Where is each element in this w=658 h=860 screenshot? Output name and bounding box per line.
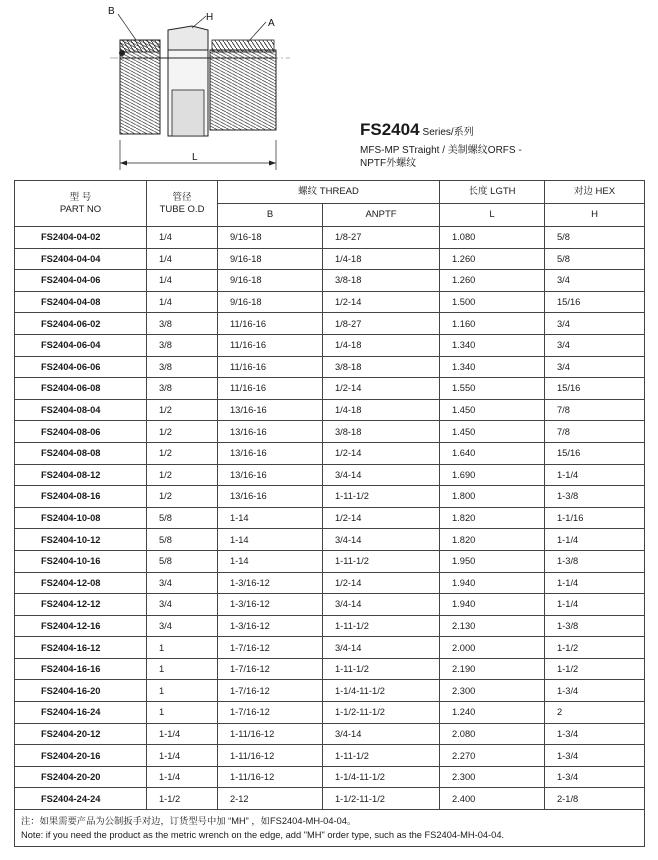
cell-tube-od: 3/8 xyxy=(147,378,218,400)
cell-hex: 1-3/8 xyxy=(545,486,645,508)
cell-thread-anptf: 1/2-14 xyxy=(323,378,440,400)
table-row xyxy=(15,637,645,659)
cell-thread-anptf: 1-1/4-11-1/2 xyxy=(323,680,440,702)
table-note xyxy=(15,810,645,847)
table-row xyxy=(15,723,645,745)
cell-length: 1.340 xyxy=(440,334,545,356)
table-row xyxy=(15,788,645,810)
cell-part-no: FS2404-24-24 xyxy=(15,788,147,810)
cell-tube-od: 1/2 xyxy=(147,486,218,508)
cell-thread-b: 11/16-16 xyxy=(218,356,323,378)
cell-thread-b: 13/16-16 xyxy=(218,486,323,508)
table-row xyxy=(15,529,645,551)
table-row xyxy=(15,745,645,767)
cell-thread-anptf: 1/2-14 xyxy=(323,442,440,464)
cell-thread-anptf: 3/8-18 xyxy=(323,421,440,443)
cell-thread-b: 13/16-16 xyxy=(218,399,323,421)
cell-hex: 15/16 xyxy=(545,378,645,400)
cell-length: 1.820 xyxy=(440,507,545,529)
cell-part-no: FS2404-04-08 xyxy=(15,291,147,313)
cell-tube-od: 1/4 xyxy=(147,270,218,292)
label-a: A xyxy=(268,18,275,29)
cell-tube-od: 5/8 xyxy=(147,507,218,529)
cell-length: 2.080 xyxy=(440,723,545,745)
table-row xyxy=(15,507,645,529)
table-row xyxy=(15,270,645,292)
cell-thread-anptf: 1/2-14 xyxy=(323,291,440,313)
table-row xyxy=(15,572,645,594)
header-hex-sub: H xyxy=(545,204,645,227)
cell-hex: 1-1/4 xyxy=(545,572,645,594)
cell-hex: 1-3/4 xyxy=(545,745,645,767)
cell-thread-b: 1-11/16-12 xyxy=(218,745,323,767)
cell-part-no: FS2404-04-06 xyxy=(15,270,147,292)
cell-length: 1.340 xyxy=(440,356,545,378)
cell-part-no: FS2404-08-08 xyxy=(15,442,147,464)
cell-hex: 1-3/8 xyxy=(545,615,645,637)
cell-hex: 7/8 xyxy=(545,399,645,421)
table-row xyxy=(15,399,645,421)
table-row xyxy=(15,313,645,335)
cell-thread-anptf: 1-1/2-11-1/2 xyxy=(323,788,440,810)
cell-thread-b: 1-7/16-12 xyxy=(218,680,323,702)
header-thread-anptf: ANPTF xyxy=(323,204,440,227)
cell-hex: 15/16 xyxy=(545,442,645,464)
cell-tube-od: 1-1/4 xyxy=(147,766,218,788)
cell-thread-anptf: 1/4-18 xyxy=(323,399,440,421)
cell-part-no: FS2404-06-04 xyxy=(15,334,147,356)
cell-length: 1.940 xyxy=(440,572,545,594)
label-h: H xyxy=(206,12,214,23)
cell-thread-anptf: 1-11-1/2 xyxy=(323,658,440,680)
cell-thread-anptf: 1-1/4-11-1/2 xyxy=(323,766,440,788)
cell-thread-anptf: 1/8-27 xyxy=(323,313,440,335)
cell-length: 1.820 xyxy=(440,529,545,551)
cell-tube-od: 1/2 xyxy=(147,421,218,443)
cell-thread-anptf: 1/8-27 xyxy=(323,227,440,249)
cell-thread-b: 1-11/16-12 xyxy=(218,766,323,788)
cell-tube-od: 3/8 xyxy=(147,334,218,356)
cell-thread-anptf: 3/8-18 xyxy=(323,356,440,378)
cell-length: 1.950 xyxy=(440,550,545,572)
table-row xyxy=(15,291,645,313)
cell-thread-b: 13/16-16 xyxy=(218,421,323,443)
cell-tube-od: 3/4 xyxy=(147,572,218,594)
cell-part-no: FS2404-08-04 xyxy=(15,399,147,421)
cell-thread-anptf: 1/2-14 xyxy=(323,507,440,529)
cell-hex: 1-1/4 xyxy=(545,594,645,616)
table-row xyxy=(15,464,645,486)
cell-hex: 3/4 xyxy=(545,334,645,356)
cell-part-no: FS2404-16-12 xyxy=(15,637,147,659)
cell-thread-b: 9/16-18 xyxy=(218,291,323,313)
cell-length: 2.190 xyxy=(440,658,545,680)
cell-tube-od: 1-1/4 xyxy=(147,745,218,767)
cell-hex: 1-1/4 xyxy=(545,529,645,551)
cell-tube-od: 1-1/4 xyxy=(147,723,218,745)
cell-thread-anptf: 1/4-18 xyxy=(323,334,440,356)
spec-table-body xyxy=(15,227,645,810)
header-tube-cn: 管径 xyxy=(172,191,192,203)
cell-length: 2.400 xyxy=(440,788,545,810)
cell-thread-b: 9/16-18 xyxy=(218,270,323,292)
table-row xyxy=(15,658,645,680)
cell-part-no: FS2404-10-08 xyxy=(15,507,147,529)
cell-length: 1.160 xyxy=(440,313,545,335)
cell-thread-b: 1-7/16-12 xyxy=(218,702,323,724)
cell-thread-anptf: 1/4-18 xyxy=(323,248,440,270)
table-row xyxy=(15,421,645,443)
cell-hex: 1-1/4 xyxy=(545,464,645,486)
series-description: MFS-MP STraight / 美制螺纹ORFS -NPTF外螺纹 xyxy=(360,145,522,169)
cell-hex: 1-1/2 xyxy=(545,637,645,659)
fitting-drawing xyxy=(100,0,300,175)
cell-length: 1.450 xyxy=(440,399,545,421)
header-part-en: PART NO xyxy=(59,203,102,215)
cell-part-no: FS2404-10-16 xyxy=(15,550,147,572)
cell-thread-b: 1-3/16-12 xyxy=(218,572,323,594)
cell-thread-anptf: 1-11-1/2 xyxy=(323,745,440,767)
cell-part-no: FS2404-08-06 xyxy=(15,421,147,443)
cell-thread-b: 1-11/16-12 xyxy=(218,723,323,745)
cell-thread-anptf: 1-1/2-11-1/2 xyxy=(323,702,440,724)
cell-hex: 1-3/8 xyxy=(545,550,645,572)
cell-part-no: FS2404-06-06 xyxy=(15,356,147,378)
cell-hex: 5/8 xyxy=(545,227,645,249)
series-header xyxy=(360,120,650,170)
cell-tube-od: 5/8 xyxy=(147,550,218,572)
cell-length: 2.300 xyxy=(440,680,545,702)
cell-tube-od: 1/2 xyxy=(147,442,218,464)
cell-hex: 1-3/4 xyxy=(545,680,645,702)
cell-thread-b: 13/16-16 xyxy=(218,464,323,486)
cell-tube-od: 3/8 xyxy=(147,313,218,335)
label-l: L xyxy=(192,152,198,163)
cell-thread-b: 1-14 xyxy=(218,529,323,551)
table-row xyxy=(15,615,645,637)
cell-length: 1.450 xyxy=(440,421,545,443)
cell-length: 1.240 xyxy=(440,702,545,724)
note-cn: 注：如果需要产品为公制扳手对边，订货型号中加 “MH” ，如FS2404-MH-04-04。 xyxy=(21,816,357,827)
cell-part-no: FS2404-12-16 xyxy=(15,615,147,637)
cell-length: 1.080 xyxy=(440,227,545,249)
cell-tube-od: 5/8 xyxy=(147,529,218,551)
cell-thread-anptf: 3/4-14 xyxy=(323,464,440,486)
table-row xyxy=(15,248,645,270)
header-thread-b: B xyxy=(218,204,323,227)
cell-part-no: FS2404-12-12 xyxy=(15,594,147,616)
cell-part-no: FS2404-20-16 xyxy=(15,745,147,767)
series-suffix: Series/系列 xyxy=(422,127,474,138)
cell-length: 1.940 xyxy=(440,594,545,616)
cell-thread-b: 13/16-16 xyxy=(218,442,323,464)
cell-tube-od: 1/4 xyxy=(147,227,218,249)
table-row xyxy=(15,356,645,378)
cell-length: 1.640 xyxy=(440,442,545,464)
cell-part-no: FS2404-16-20 xyxy=(15,680,147,702)
cell-thread-anptf: 1-11-1/2 xyxy=(323,550,440,572)
table-row xyxy=(15,766,645,788)
cell-tube-od: 1 xyxy=(147,637,218,659)
cell-thread-anptf: 3/8-18 xyxy=(323,270,440,292)
cell-hex: 2 xyxy=(545,702,645,724)
table-row xyxy=(15,594,645,616)
cell-part-no: FS2404-12-08 xyxy=(15,572,147,594)
spec-table xyxy=(14,180,645,847)
header-length-sub: L xyxy=(440,204,545,227)
table-row xyxy=(15,550,645,572)
cell-thread-anptf: 3/4-14 xyxy=(323,637,440,659)
header-tube-en: TUBE O.D xyxy=(159,203,205,215)
cell-thread-b: 2-12 xyxy=(218,788,323,810)
cell-tube-od: 3/4 xyxy=(147,615,218,637)
header-thread: 螺纹 THREAD xyxy=(218,181,440,204)
cell-part-no: FS2404-10-12 xyxy=(15,529,147,551)
cell-hex: 1-1/2 xyxy=(545,658,645,680)
table-row xyxy=(15,378,645,400)
cell-part-no: FS2404-16-24 xyxy=(15,702,147,724)
cell-thread-b: 1-14 xyxy=(218,550,323,572)
header-length: 长度 LGTH xyxy=(440,181,545,204)
cell-tube-od: 3/8 xyxy=(147,356,218,378)
cell-length: 1.500 xyxy=(440,291,545,313)
cell-part-no: FS2404-04-04 xyxy=(15,248,147,270)
cell-thread-anptf: 1/2-14 xyxy=(323,572,440,594)
cell-part-no: FS2404-04-02 xyxy=(15,227,147,249)
cell-thread-b: 1-7/16-12 xyxy=(218,658,323,680)
cell-length: 2.300 xyxy=(440,766,545,788)
series-title xyxy=(360,120,650,143)
cell-tube-od: 1 xyxy=(147,658,218,680)
cell-hex: 1-1/16 xyxy=(545,507,645,529)
header-part-cn: 型 号 xyxy=(69,191,92,203)
cell-thread-b: 11/16-16 xyxy=(218,334,323,356)
cell-thread-b: 1-14 xyxy=(218,507,323,529)
cell-length: 1.260 xyxy=(440,248,545,270)
cell-length: 2.000 xyxy=(440,637,545,659)
cell-tube-od: 1/4 xyxy=(147,248,218,270)
cell-thread-b: 11/16-16 xyxy=(218,378,323,400)
cell-thread-b: 9/16-18 xyxy=(218,227,323,249)
cell-part-no: FS2404-20-12 xyxy=(15,723,147,745)
cell-hex: 15/16 xyxy=(545,291,645,313)
table-row xyxy=(15,486,645,508)
label-b: B xyxy=(108,6,115,17)
cell-part-no: FS2404-06-08 xyxy=(15,378,147,400)
cell-tube-od: 1/2 xyxy=(147,399,218,421)
cell-hex: 5/8 xyxy=(545,248,645,270)
header-tube-od xyxy=(147,181,218,227)
table-row xyxy=(15,680,645,702)
cell-thread-anptf: 3/4-14 xyxy=(323,723,440,745)
cell-tube-od: 3/4 xyxy=(147,594,218,616)
cell-hex: 1-3/4 xyxy=(545,723,645,745)
table-row xyxy=(15,702,645,724)
cell-hex: 7/8 xyxy=(545,421,645,443)
cell-thread-b: 1-3/16-12 xyxy=(218,615,323,637)
note-en: Note: if you need the product as the metric wrench on the edge, add "MH" order type, such as the FS2404-MH-04-04. xyxy=(21,830,505,841)
header-part-no xyxy=(15,181,147,227)
cell-thread-anptf: 1-11-1/2 xyxy=(323,615,440,637)
cell-thread-b: 1-3/16-12 xyxy=(218,594,323,616)
cell-length: 1.260 xyxy=(440,270,545,292)
cell-tube-od: 1/4 xyxy=(147,291,218,313)
cell-length: 2.130 xyxy=(440,615,545,637)
cell-hex: 1-3/4 xyxy=(545,766,645,788)
cell-part-no: FS2404-08-16 xyxy=(15,486,147,508)
cell-part-no: FS2404-16-16 xyxy=(15,658,147,680)
cell-thread-anptf: 3/4-14 xyxy=(323,529,440,551)
table-row xyxy=(15,334,645,356)
cell-part-no: FS2404-08-12 xyxy=(15,464,147,486)
cell-tube-od: 1 xyxy=(147,680,218,702)
cell-length: 2.270 xyxy=(440,745,545,767)
table-row xyxy=(15,227,645,249)
cell-length: 1.550 xyxy=(440,378,545,400)
cell-thread-anptf: 1-11-1/2 xyxy=(323,486,440,508)
cell-part-no: FS2404-20-20 xyxy=(15,766,147,788)
cell-thread-anptf: 3/4-14 xyxy=(323,594,440,616)
cell-tube-od: 1/2 xyxy=(147,464,218,486)
cell-tube-od: 1 xyxy=(147,702,218,724)
cell-length: 1.690 xyxy=(440,464,545,486)
cell-hex: 2-1/8 xyxy=(545,788,645,810)
cell-tube-od: 1-1/2 xyxy=(147,788,218,810)
cell-part-no: FS2404-06-02 xyxy=(15,313,147,335)
cell-hex: 3/4 xyxy=(545,356,645,378)
cell-thread-b: 11/16-16 xyxy=(218,313,323,335)
cell-hex: 3/4 xyxy=(545,313,645,335)
cell-hex: 3/4 xyxy=(545,270,645,292)
cell-length: 1.800 xyxy=(440,486,545,508)
header-hex: 对边 HEX xyxy=(545,181,645,204)
table-row xyxy=(15,442,645,464)
series-model: FS2404 xyxy=(360,120,420,139)
cell-thread-b: 9/16-18 xyxy=(218,248,323,270)
cell-thread-b: 1-7/16-12 xyxy=(218,637,323,659)
